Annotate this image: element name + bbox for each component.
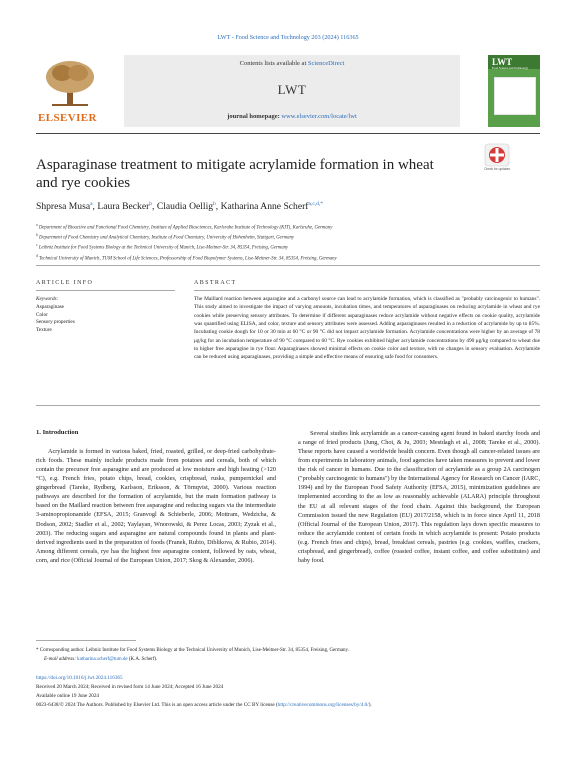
keywords-block bbox=[36, 296, 75, 335]
journal-header-center bbox=[124, 55, 460, 127]
author: Claudia Oellig bbox=[156, 201, 214, 213]
contents-line: Contents lists available at ScienceDirect bbox=[239, 60, 345, 67]
cover-subtitle: Food Science and Technology bbox=[492, 66, 529, 70]
abstract-rule bbox=[194, 290, 540, 291]
keyword: Asparaginase bbox=[36, 303, 64, 310]
abstract-heading: ABSTRACT bbox=[194, 280, 237, 286]
doi-link[interactable]: https://doi.org/10.1016/j.lwt.2024.116365 bbox=[36, 675, 123, 681]
article-metadata bbox=[36, 674, 546, 710]
author: Shpresa Musa bbox=[36, 201, 91, 213]
affiliation: $^d$ Technical University of Munich, TUM School of Life Sciences, Professorship of Food Biopolymer Systems, Lise-Meitner-Str. 34, 85354, Freising, Germany bbox=[36, 253, 337, 262]
journal-header bbox=[36, 55, 540, 127]
journal-name: LWT bbox=[277, 82, 307, 97]
article-title: Asparaginase treatment to mitigate acrylamide formation in wheat and rye cookies bbox=[36, 157, 434, 191]
author-list: Shpresa Musa$^a$, Laura Becker$^b$, Claudia Oellig$^b$, Katharina Anne Scherf$^{a,c,d,*}$ bbox=[36, 201, 324, 213]
sciencedirect-link[interactable]: ScienceDirect bbox=[307, 60, 345, 67]
keywords-label: Keywords: bbox=[36, 296, 59, 302]
article-info-rule bbox=[36, 290, 175, 291]
keyword: Sensory properties bbox=[36, 319, 75, 326]
body-column-right: Several studies link acrylamide as a cancer-causing agent found in baked starchy foods and a range of fried products (Jung, Choi, & Ju, 2003; Mestdagh et al., 2008; Tareke et al., 2000). These reports have caused a worldwide health concern. Even though all cancer-related issues are from experiments in laboratory animals, food agencies have taken measures to prevent and lower the risk of cancer in humans. Due to the classification of acrylamide as a group 2A carcinogen ("probably carcinogenic to humans") by the International Agency for Research on Cancer (IARC, 1994) and by the European Food Safety Authority (EFSA, 2015), minimization guidelines are implemented according to the as low as reasonably achievable (ALARA) principle throughout the EU at all relevant stages of the food chain. Against this background, the European Commission issued the new Regulation (EU) 2017/2158, which is in force since April 11, 2018 (Official Journal of the European Union, 2017). This regulation lays down specific measures to reduce the acrylamide content of certain foods in which acrylamide is present: Potato products (e.g. French fries and chips), bread, breakfast cereals, pastries (e.g. cookies, waffles, crackers, crispbread, and gingerbread), coffee (roasted coffee, instant coffee, and coffee substitutes) and baby food. bbox=[298, 430, 540, 564]
abstract-bottom-rule bbox=[36, 405, 540, 406]
crossmark-label: Check for updates bbox=[484, 167, 510, 171]
affiliation: $^b$ Department of Food Chemistry and Analytical Chemistry, Institute of Food Chemistry, University of Hohenheim, Stuttgart, Germany bbox=[36, 233, 295, 241]
abstract-text: The Maillard reaction between asparagine and a carbonyl source can lead to acrylamide formation, which is classified as "probably carcinogenic to humans". This study aimed to investigate the impact of varying amounts, incubation times, and temperatures of asparaginases on reducing acrylamide in wheat and rye cookies while preserving sensory attributes. To determine if different asparaginases reduce acrylamide without negative effects on cookie quality, acrylamide was quantified using ELISA, and color, texture and sensory attributes were assessed. Adding asparaginases resulted in a reduction of acrylamide by up to 85%. Incubating cookie dough for 10 or 30 min at 60 °C or 90 °C did not impact acrylamide formation. Acrylamide concentrations were higher by an average of 78 μg/kg for an incubation temperature of 90 °C compared to 60 °C. Rye cookies exhibited higher acrylamide concentrations by 490 μg/kg compared to wheat due to higher free asparagine in rye flour. Asparaginases showed minimal effects on cookie color and texture, with no changes in sensory evaluation. Acrylamide can be reduced using asparaginases, providing a simple and effective means of ensuring safe food for consumers. bbox=[194, 296, 540, 361]
affiliations bbox=[36, 222, 536, 263]
footnote-rule bbox=[36, 640, 136, 641]
available-online: Available online 19 June 2024 bbox=[36, 692, 100, 699]
received-dates: Received 20 March 2024; Received in revised form 14 June 2024; Accepted 16 June 2024 bbox=[36, 683, 224, 690]
keyword: Color bbox=[36, 311, 48, 318]
crossmark-badge[interactable] bbox=[483, 143, 511, 175]
affiliation: $^a$ Department of Bioactive and Functional Food Chemistry, Institute of Applied Biosciences, Karlsruhe Institute of Technology (KIT), Karlsruhe, Germany bbox=[36, 223, 333, 231]
journal-cover-thumbnail bbox=[488, 55, 540, 127]
section-heading-introduction: 1. Introduction bbox=[36, 429, 79, 436]
affiliation-rule bbox=[36, 265, 540, 266]
homepage-link[interactable]: www.elsevier.com/locate/lwt bbox=[281, 113, 357, 120]
corresponding-footnote bbox=[36, 647, 540, 664]
header-rule bbox=[36, 133, 540, 134]
publisher-name: ELSEVIER bbox=[38, 112, 97, 124]
author: Katharina Anne Scherf bbox=[220, 201, 309, 213]
cover-title: LWT bbox=[492, 57, 513, 67]
affiliation: $^c$ Leibniz Institute for Food Systems Biology at the Technical University of Munich, Lise-Meitner-Str. 34, 85354, Freising, Germany bbox=[36, 243, 289, 251]
keyword: Texture bbox=[36, 327, 52, 334]
journal-homepage: journal homepage: www.elsevier.com/locate/lwt bbox=[227, 113, 357, 120]
email-line: E-mail address: katharina.scherf@tum.de (K.A. Scherf). bbox=[44, 656, 158, 662]
email-link[interactable]: katharina.scherf@tum.de bbox=[77, 656, 128, 662]
elsevier-tree-logo-icon bbox=[42, 59, 98, 109]
journal-citation-line[interactable]: LWT - Food Science and Technology 203 (2024) 116365 bbox=[217, 34, 359, 41]
license-link[interactable]: http://creativecommons.org/licenses/by/4.0/ bbox=[277, 701, 369, 708]
corresponding-author-note: * Corresponding author. Leibniz Institute for Food Systems Biology at the Technical University of Munich, Lise-Meitner-Str. 34, 85354, Freising, Germany. bbox=[36, 648, 349, 653]
author: Laura Becker bbox=[97, 201, 150, 213]
article-info-heading: ARTICLE INFO bbox=[36, 280, 94, 286]
body-column-left: Acrylamide is formed in various baked, fried, roasted, grilled, or deep-fried carbohydrate-rich foods. These mainly include products made from potatoes and cereals, both of which contain the precursor free asparagine and are produced at low moisture and high heating (>120 °C), e.g. French fries, potato chips, bread, cookies, crispbread, rusks, pumpernickel and gingerbread (Tareke, Rydberg, Karlsson, Eriksson, & Törnqvist, 2000). Various reaction pathways are described for the formation of acrylamide, but the main formation pathway is based on the Maillard reaction between free asparagine and reducing sugars via the intermediate 3-aminopropionamide (EFSA, 2015; Granvogl & Schieberle, 2006; Mottram, Wedzicha, & Dodson, 2002; Stadler et al., 2002; Yaylayan, Wnorowski, & Perez Locas, 2003; Zyzak et al., 2003). The reducing sugars and asparagine are natural compounds found in plants and plant-derived ingredients used in the preparation of foods (Franek, Rubio, Diblikova, & Rubio, 2014). Among different cereals, rye has the highest free asparagine content, followed by oats, wheat, corn, and rice (Official Journal of the European Union, 2017; Skog & Alexander, 2006). bbox=[36, 448, 276, 564]
license-line: 0023-6438/© 2024 The Authors. Published by Elsevier Ltd. This is an open access article under the CC BY license (http://creativecommons.org/licenses/by/4.0/). bbox=[36, 701, 372, 708]
